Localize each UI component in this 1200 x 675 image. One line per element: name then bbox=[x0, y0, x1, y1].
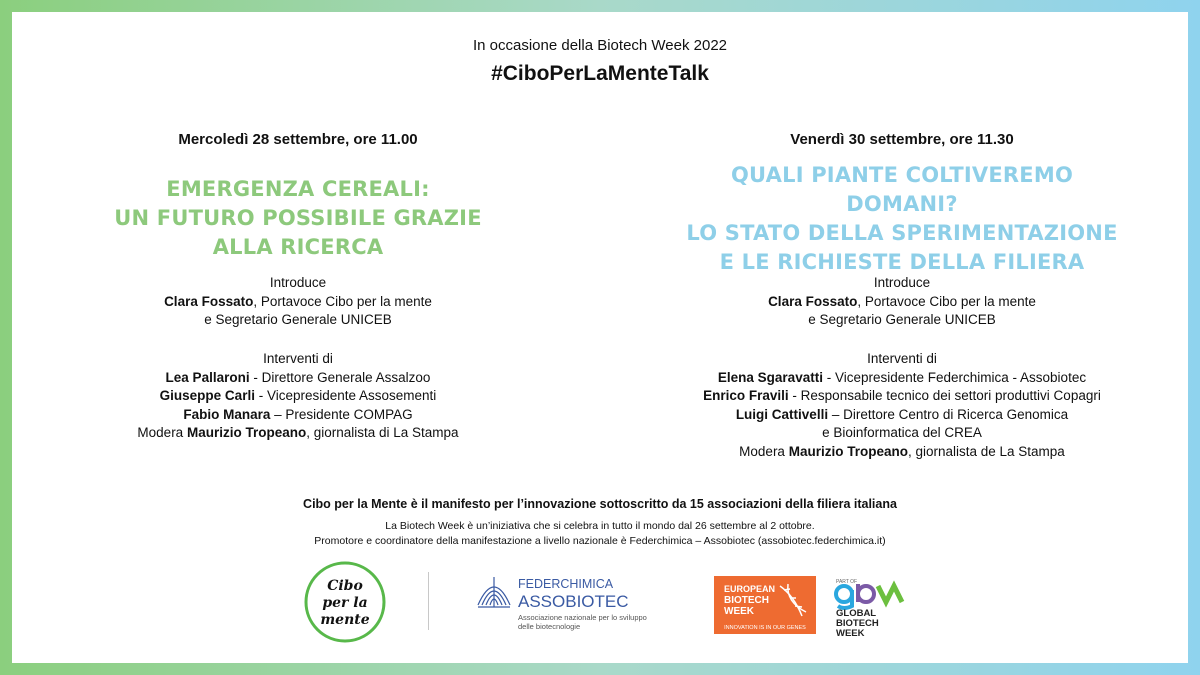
speaker-row bbox=[672, 369, 1132, 388]
speaker-row bbox=[98, 369, 498, 388]
gbw-part-of: PART OF bbox=[836, 579, 858, 585]
introduce-label: Introduce bbox=[873, 275, 931, 290]
event-right-intro bbox=[672, 274, 1132, 330]
footer-note-line: Promotore e coordinatore della manifestazione a livello nazionale è Federchimica – Assobiotec (assobiotec.federchimica.it) bbox=[314, 535, 886, 547]
ebw-word: BIOTECH bbox=[724, 595, 769, 606]
federchimica-emblem-icon bbox=[478, 577, 510, 607]
federchimica-logo-graphic bbox=[476, 573, 676, 633]
speaker-row bbox=[672, 387, 1132, 406]
event-context: In occasione della Biotech Week 2022 bbox=[472, 37, 728, 54]
federchimica-assobiotec-logo bbox=[476, 573, 676, 633]
gbw-mark-icon bbox=[836, 584, 902, 608]
speaker-name: Enrico Fravili bbox=[703, 388, 789, 403]
speaker-name: Fabio Manara bbox=[183, 406, 271, 422]
speaker-role: - Direttore Generale Assalzoo bbox=[249, 369, 431, 385]
gbw-word: WEEK bbox=[836, 628, 865, 638]
moderator-name: Maurizio Tropeano bbox=[788, 443, 908, 459]
intro-speaker bbox=[672, 293, 1132, 312]
event-right bbox=[672, 131, 1132, 471]
ebw-logo-graphic bbox=[714, 576, 816, 634]
event-left-speakers bbox=[98, 350, 498, 443]
interventi-label: Interventi di bbox=[263, 351, 333, 366]
introduce-label: Introduce bbox=[269, 275, 327, 290]
assobiotec-wordmark: ASSOBIOTEC bbox=[518, 592, 629, 611]
manifesto-statement: Cibo per la Mente è il manifesto per l’innovazione sottoscritto da 15 associazioni della filiera italiana bbox=[303, 497, 897, 511]
moderator-prefix: Modera bbox=[739, 443, 789, 459]
gbw-word: GLOBAL bbox=[836, 608, 877, 619]
event-left-title-line: EMERGENZA CEREALI: bbox=[166, 177, 430, 201]
gbw-word: BIOTECH bbox=[836, 618, 879, 629]
cibo-logo-graphic bbox=[303, 560, 387, 644]
speaker-row bbox=[98, 406, 498, 425]
event-right-title-line: QUALI PIANTE COLTIVEREMO DOMANI? bbox=[731, 163, 1073, 216]
intro-speaker-role-2: e Segretario Generale UNICEB bbox=[808, 312, 996, 327]
event-left-intro bbox=[98, 274, 498, 330]
moderator-prefix: Modera bbox=[137, 425, 187, 440]
footer-note-line: La Biotech Week è un’iniziativa che si celebra in tutto il mondo dal 26 settembre al 2 ottobre. bbox=[385, 520, 815, 532]
interventi-label: Interventi di bbox=[867, 351, 937, 366]
intro-speaker-role: , Portavoce Cibo per la mente bbox=[253, 293, 432, 309]
intro-speaker-role: , Portavoce Cibo per la mente bbox=[857, 293, 1036, 309]
speaker-name: Lea Pallaroni bbox=[165, 369, 250, 385]
speaker-role: - Vicepresidente Federchimica - Assobiotec bbox=[822, 369, 1087, 385]
speaker-name: Luigi Cattivelli bbox=[735, 406, 829, 422]
cibo-per-la-mente-logo bbox=[303, 560, 387, 644]
moderator-name: Maurizio Tropeano bbox=[186, 425, 307, 440]
speaker-role: – Direttore Centro di Ricerca Genomica bbox=[828, 406, 1069, 422]
global-biotech-week-logo bbox=[834, 576, 914, 638]
event-left-date: Mercoledì 28 settembre, ore 11.00 bbox=[178, 131, 418, 148]
speaker-role-continued: e Bioinformatica del CREA bbox=[822, 425, 982, 440]
event-right-title bbox=[672, 161, 1132, 277]
gbw-logo-graphic bbox=[834, 576, 914, 638]
event-right-title-line: E LE RICHIESTE DELLA FILIERA bbox=[719, 250, 1085, 274]
assobiotec-tagline: delle biotecnologie bbox=[518, 622, 581, 631]
ebw-tagline: INNOVATION IS IN OUR GENES bbox=[724, 625, 806, 631]
hashtag-title: #CiboPerLaMenteTalk bbox=[491, 62, 709, 85]
moderator-role: , giornalista di La Stampa bbox=[306, 425, 459, 440]
event-left bbox=[98, 131, 498, 461]
speaker-role: - Responsabile tecnico dei settori produttivi Copagri bbox=[788, 388, 1101, 403]
ebw-word: EUROPEAN bbox=[724, 584, 776, 594]
speaker-name: Elena Sgaravatti bbox=[717, 369, 823, 385]
speaker-row bbox=[672, 406, 1132, 425]
moderator-row bbox=[672, 443, 1132, 462]
event-right-title-line: LO STATO DELLA SPERIMENTAZIONE bbox=[686, 221, 1118, 245]
cibo-logo-word: per la bbox=[322, 595, 368, 611]
cibo-logo-word: mente bbox=[320, 612, 370, 628]
event-right-speakers bbox=[672, 350, 1132, 461]
speaker-name: Giuseppe Carli bbox=[159, 388, 255, 403]
intro-speaker-name: Clara Fossato bbox=[164, 293, 254, 309]
footer-notes bbox=[0, 519, 1200, 549]
speaker-role: – Presidente COMPAG bbox=[270, 406, 413, 422]
speaker-row bbox=[98, 387, 498, 406]
speaker-role: - Vicepresidente Assosementi bbox=[254, 388, 437, 403]
logo-divider bbox=[428, 572, 429, 630]
event-left-title-line: UN FUTURO POSSIBILE GRAZIE ALLA RICERCA bbox=[114, 206, 482, 259]
european-biotech-week-logo bbox=[714, 576, 816, 634]
intro-speaker-name: Clara Fossato bbox=[768, 293, 858, 309]
ebw-word: WEEK bbox=[724, 606, 754, 617]
intro-speaker bbox=[98, 293, 498, 312]
cibo-logo-word: Cibo bbox=[327, 578, 363, 594]
moderator-row bbox=[98, 424, 498, 443]
event-left-title bbox=[98, 175, 498, 262]
federchimica-wordmark: FEDERCHIMICA bbox=[518, 577, 614, 591]
moderator-role: , giornalista de La Stampa bbox=[907, 443, 1065, 459]
assobiotec-tagline: Associazione nazionale per lo sviluppo bbox=[518, 613, 647, 622]
intro-speaker-role-2: e Segretario Generale UNICEB bbox=[204, 312, 392, 327]
dna-helix-icon bbox=[780, 584, 806, 616]
event-right-date: Venerdì 30 settembre, ore 11.30 bbox=[790, 131, 1014, 148]
